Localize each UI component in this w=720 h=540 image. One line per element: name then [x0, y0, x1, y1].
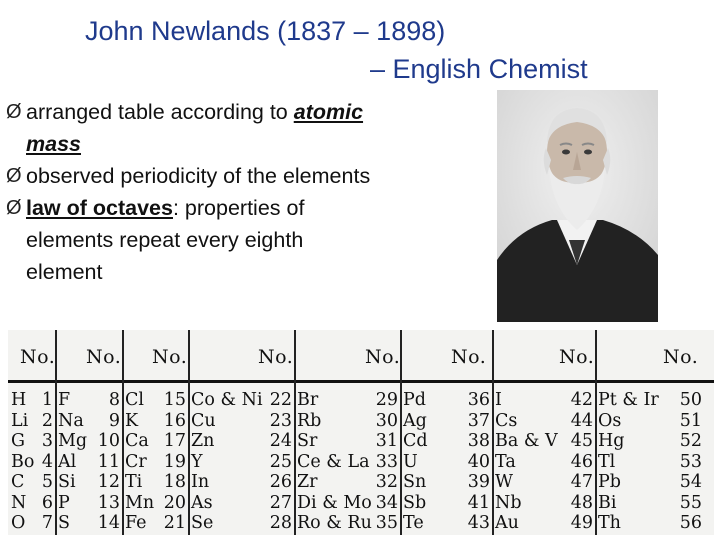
element-symbol: Sn [403, 472, 427, 492]
element-number: 31 [375, 431, 398, 451]
column-divider [595, 330, 597, 535]
element-symbol: W [495, 472, 513, 492]
header-no: No. [559, 346, 595, 368]
header-no: No. [258, 346, 294, 368]
element-number: 20 [163, 492, 186, 513]
element-number: 50 [679, 390, 702, 410]
element-number: 40 [467, 451, 490, 472]
element-symbol: Di & Mo [297, 492, 372, 513]
element-number: 5 [41, 472, 53, 492]
element-symbol: Ca [125, 431, 149, 451]
element-symbol: F [58, 390, 71, 410]
column-symbols [58, 390, 87, 534]
bullet-law-of-octaves: Ø law of octaves: properties of elements repeat every eighth element [6, 192, 456, 288]
column-symbols [125, 390, 154, 534]
element-number: 36 [467, 390, 490, 410]
element-number: 54 [679, 472, 702, 492]
element-number: 2 [41, 410, 53, 431]
element-symbol: Y [191, 451, 203, 472]
element-symbol: H [11, 390, 27, 410]
element-number: 6 [41, 492, 53, 513]
arrow-bullet-icon: Ø [6, 101, 22, 123]
element-symbol: C [11, 472, 25, 492]
element-number: 48 [570, 492, 593, 513]
element-symbol: Zn [191, 431, 215, 451]
element-number: 52 [679, 431, 702, 451]
element-number: 28 [269, 513, 292, 533]
column-symbols [403, 390, 428, 534]
element-symbol: S [58, 513, 70, 533]
header-no: No. [86, 346, 122, 368]
element-symbol: Ce & La [297, 451, 370, 472]
element-symbol: Cu [191, 410, 216, 431]
element-symbol: Ti [125, 472, 143, 492]
element-symbol: Pb [598, 472, 621, 492]
element-symbol: Pt & Ir [598, 390, 659, 410]
element-number: 17 [163, 431, 186, 451]
column-numbers [569, 390, 593, 534]
element-number: 39 [467, 472, 490, 492]
element-number: 9 [108, 410, 120, 431]
element-number: 29 [375, 390, 398, 410]
element-number: 37 [467, 410, 490, 431]
element-number: 7 [41, 513, 53, 533]
element-symbol: I [495, 390, 502, 410]
bullet-list [6, 96, 456, 288]
element-number: 33 [375, 451, 398, 472]
column-symbols [11, 390, 34, 534]
column-divider [188, 330, 190, 535]
column-numbers [96, 390, 120, 534]
column-symbols [598, 390, 659, 534]
column-numbers [162, 390, 186, 534]
element-number: 12 [97, 472, 120, 492]
element-number: 8 [108, 390, 120, 410]
element-number: 55 [679, 492, 702, 513]
column-symbols [297, 390, 372, 534]
element-number: 47 [570, 472, 593, 492]
element-number: 18 [163, 472, 186, 492]
element-symbol: Cr [125, 451, 147, 472]
element-number: 25 [269, 451, 292, 472]
element-symbol: Mg [58, 431, 88, 451]
element-symbol: Th [598, 513, 621, 533]
element-number: 35 [375, 513, 398, 533]
element-symbol: Pd [403, 390, 426, 410]
element-symbol: O [11, 513, 26, 533]
element-symbol: Cd [403, 431, 428, 451]
element-number: 44 [570, 410, 593, 431]
title-line-2: – English Chemist [370, 54, 588, 84]
column-symbols [191, 390, 263, 534]
element-number: 53 [679, 451, 702, 472]
element-symbol: Ta [495, 451, 516, 472]
column-divider [122, 330, 124, 535]
element-number: 41 [467, 492, 490, 513]
element-number: 46 [570, 451, 593, 472]
title-line-1: John Newlands (1837 – 1898) [85, 16, 446, 46]
column-numbers [374, 390, 398, 534]
column-divider [55, 330, 57, 535]
element-number: 42 [570, 390, 593, 410]
element-number: 22 [269, 390, 292, 410]
column-numbers [36, 390, 53, 534]
element-symbol: Ag [403, 410, 427, 431]
newlands-portrait [497, 90, 658, 322]
element-number: 43 [467, 513, 490, 533]
header-no: No. [451, 346, 487, 368]
element-symbol: Au [495, 513, 519, 533]
element-symbol: P [58, 492, 70, 513]
element-symbol: Cs [495, 410, 518, 431]
element-symbol: Nb [495, 492, 522, 513]
element-symbol: Na [58, 410, 84, 431]
element-symbol: Sb [403, 492, 427, 513]
element-number: 19 [163, 451, 186, 472]
table-header-row [8, 338, 714, 374]
element-number: 3 [41, 431, 53, 451]
element-symbol: As [191, 492, 213, 513]
element-number: 16 [163, 410, 186, 431]
bullet-atomic-mass: Ø arranged table according to atomic mass [6, 96, 456, 160]
element-symbol: Ro & Ru [297, 513, 372, 533]
element-number: 23 [269, 410, 292, 431]
element-number: 4 [41, 451, 53, 472]
element-symbol: Zr [297, 472, 318, 492]
arrow-bullet-icon: Ø [6, 165, 22, 187]
element-number: 34 [375, 492, 398, 513]
column-numbers [466, 390, 490, 534]
element-number: 32 [375, 472, 398, 492]
column-numbers [678, 390, 702, 534]
element-symbol: Sr [297, 431, 318, 451]
element-number: 30 [375, 410, 398, 431]
element-number: 45 [570, 431, 593, 451]
element-number: 15 [163, 390, 186, 410]
element-symbol: Mn [125, 492, 155, 513]
element-symbol: Li [11, 410, 29, 431]
element-number: 14 [97, 513, 120, 533]
element-symbol: Fe [125, 513, 147, 533]
element-symbol: Cl [125, 390, 144, 410]
column-divider [294, 330, 296, 535]
element-number: 1 [41, 390, 53, 410]
header-no: No. [20, 346, 56, 368]
header-no: No. [663, 346, 699, 368]
element-number: 49 [570, 513, 593, 533]
octaves-table [8, 330, 714, 535]
element-symbol: Al [58, 451, 77, 472]
column-divider [492, 330, 494, 535]
element-symbol: Si [58, 472, 76, 492]
portrait-image [497, 90, 658, 322]
column-symbols [495, 390, 558, 534]
element-symbol: K [125, 410, 139, 431]
element-number: 38 [467, 431, 490, 451]
header-no: No. [152, 346, 188, 368]
element-symbol: In [191, 472, 210, 492]
element-number: 27 [269, 492, 292, 513]
element-number: 26 [269, 472, 292, 492]
element-symbol: G [11, 431, 25, 451]
element-symbol: Te [403, 513, 424, 533]
element-symbol: Os [598, 410, 622, 431]
element-symbol: Tl [598, 451, 616, 472]
element-symbol: Co & Ni [191, 390, 263, 410]
element-symbol: Bi [598, 492, 617, 513]
element-number: 51 [679, 410, 702, 431]
element-symbol: Hg [598, 431, 625, 451]
element-number: 24 [269, 431, 292, 451]
element-number: 13 [97, 492, 120, 513]
element-symbol: U [403, 451, 418, 472]
element-symbol: Ba & V [495, 431, 558, 451]
header-no: No. [365, 346, 401, 368]
element-number: 56 [679, 513, 702, 533]
column-numbers [268, 390, 292, 534]
element-symbol: N [11, 492, 27, 513]
element-symbol: Se [191, 513, 214, 533]
element-number: 11 [97, 451, 120, 472]
element-symbol: Br [297, 390, 319, 410]
bullet-periodicity: Ø observed periodicity of the elements [6, 160, 456, 192]
arrow-bullet-icon: Ø [6, 197, 22, 219]
header-divider [8, 380, 714, 383]
element-number: 10 [97, 431, 120, 451]
element-symbol: Rb [297, 410, 322, 431]
column-divider [400, 330, 402, 535]
element-number: 21 [163, 513, 186, 533]
element-symbol: Bo [11, 451, 35, 472]
